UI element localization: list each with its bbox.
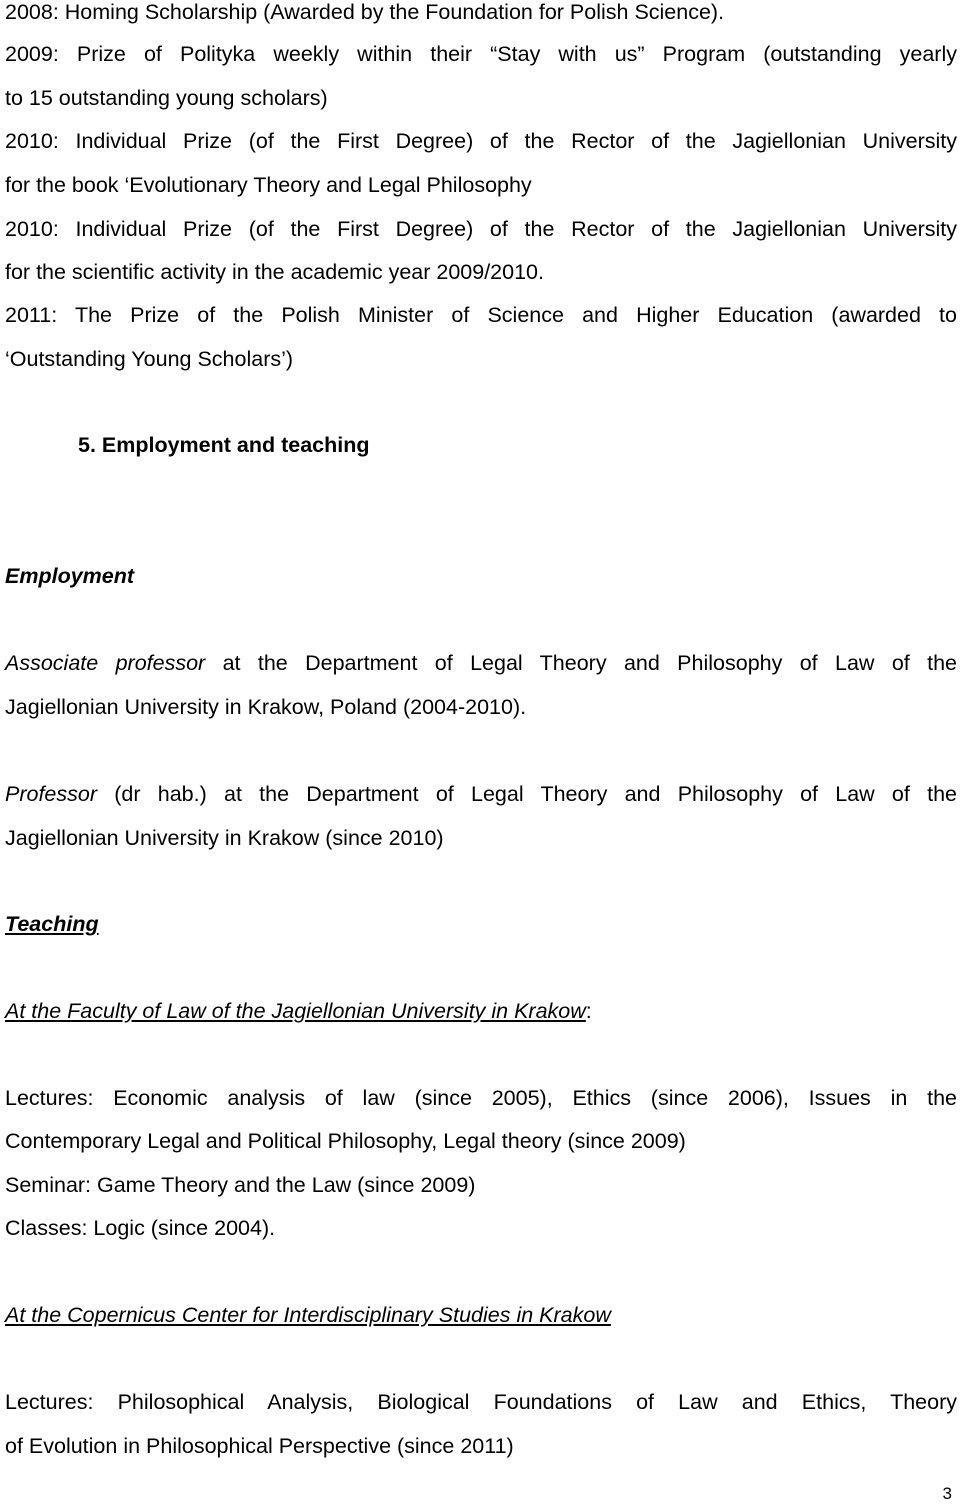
- teaching-heading: Teaching: [5, 912, 99, 936]
- award-2010-activity-line: 2010: Individual Prize (of the First Degree) of the Rector of the Jagiellonian University: [5, 217, 957, 241]
- copernicus-heading: At the Copernicus Center for Interdisciplinary Studies in Krakow: [5, 1303, 611, 1327]
- professor-rest: (dr hab.) at the Department of Legal Theory and Philosophy of Law of the: [97, 782, 957, 806]
- professor-role: Professor: [5, 782, 98, 806]
- employment-professor-line: [5, 781, 957, 807]
- section-5-title: 5. Employment and teaching: [78, 433, 370, 457]
- faculty-classes: Classes: Logic (since 2004).: [5, 1216, 276, 1240]
- award-2010-book-continuation: for the book ‘Evolutionary Theory and Legal Philosophy: [5, 173, 532, 197]
- faculty-heading-colon: :: [585, 999, 592, 1023]
- associate-rest: at the Department of Legal Theory and Philosophy of Law of the: [205, 651, 957, 675]
- copernicus-lectures-line: Lectures: Philosophical Analysis, Biological Foundations of Law and Ethics, Theory: [5, 1390, 957, 1414]
- award-2009-line: 2009: Prize of Polityka weekly within their “Stay with us” Program (outstanding yearly: [5, 42, 957, 66]
- faculty-lectures-line: Lectures: Economic analysis of law (since 2005), Ethics (since 2006), Issues in the: [5, 1086, 957, 1110]
- award-2011-continuation: ‘Outstanding Young Scholars’): [5, 347, 294, 371]
- award-2011-line: 2011: The Prize of the Polish Minister of Science and Higher Education (awarded to: [5, 303, 957, 327]
- award-2008-line: 2008: Homing Scholarship (Awarded by the Foundation for Polish Science).: [5, 0, 725, 24]
- faculty-lectures-continuation: Contemporary Legal and Political Philosophy, Legal theory (since 2009): [5, 1129, 686, 1153]
- associate-role: Associate professor: [5, 651, 206, 675]
- faculty-heading-text: At the Faculty of Law of the Jagiellonian University in Krakow: [5, 999, 586, 1023]
- employment-associate-continuation: Jagiellonian University in Krakow, Poland (2004-2010).: [5, 695, 527, 719]
- award-2009-continuation: to 15 outstanding young scholars): [5, 86, 328, 110]
- employment-professor-continuation: Jagiellonian University in Krakow (since 2010): [5, 826, 444, 850]
- award-2010-activity-continuation: for the scientific activity in the academic year 2009/2010.: [5, 260, 544, 284]
- faculty-seminar: Seminar: Game Theory and the Law (since 2009): [5, 1173, 476, 1197]
- page-number: 3: [942, 1484, 952, 1503]
- award-2010-book-line: 2010: Individual Prize (of the First Degree) of the Rector of the Jagiellonian University: [5, 129, 957, 153]
- employment-associate-line: [5, 650, 957, 676]
- faculty-of-law-heading: [5, 998, 957, 1024]
- copernicus-lectures-continuation: of Evolution in Philosophical Perspective (since 2011): [5, 1434, 514, 1458]
- employment-heading: Employment: [5, 564, 135, 588]
